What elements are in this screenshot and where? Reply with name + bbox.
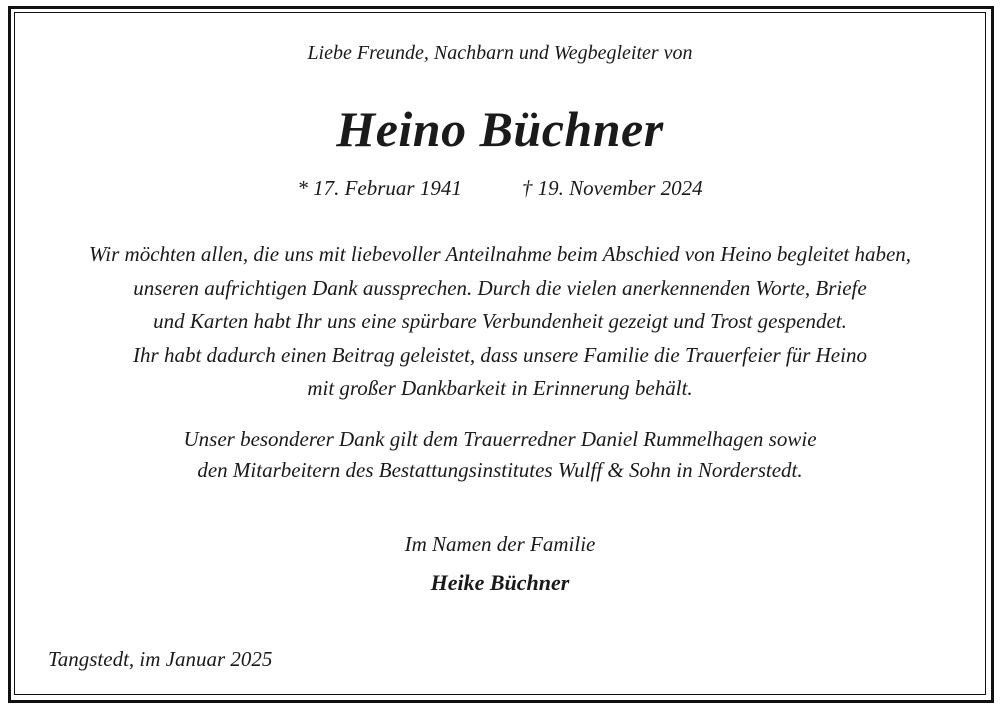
birth-date: * 17. Februar 1941 (297, 176, 462, 200)
signer-name: Heike Büchner (430, 570, 570, 595)
thanks-line: Unser besonderer Dank gilt dem Trauerredner Daniel Rummelhagen sowie (183, 427, 817, 451)
family-intro: Im Namen der Familie (404, 532, 596, 556)
body-line: Wir möchten allen, die uns mit liebevoller Anteilnahme beim Abschied von Heino begleitet haben, (88, 242, 912, 266)
place-date: Tangstedt, im Januar 2025 (48, 647, 273, 671)
special-thanks-paragraph (0, 424, 1000, 486)
body-line: Ihr habt dadurch einen Beitrag geleistet, dass unsere Familie die Trauerfeier für Heino (133, 342, 867, 367)
thank-you-paragraph (0, 238, 1000, 406)
deceased-name: Heino Büchner (336, 101, 664, 157)
body-line: unseren aufrichtigen Dank aussprechen. Durch die vielen anerkennenden Worte, Briefe (133, 275, 867, 300)
body-line: mit großer Dankbarkeit in Erinnerung behält. (307, 376, 693, 400)
thanks-line: den Mitarbeitern des Bestattungsinstitutes Wulff & Sohn in Norderstedt. (197, 458, 803, 482)
life-dates (0, 176, 1000, 201)
death-date: † 19. November 2024 (521, 176, 703, 200)
intro-text: Liebe Freunde, Nachbarn und Wegbegleiter von (307, 42, 693, 64)
body-line: und Karten habt Ihr uns eine spürbare Verbundenheit gezeigt und Trost gespendet. (153, 309, 847, 333)
